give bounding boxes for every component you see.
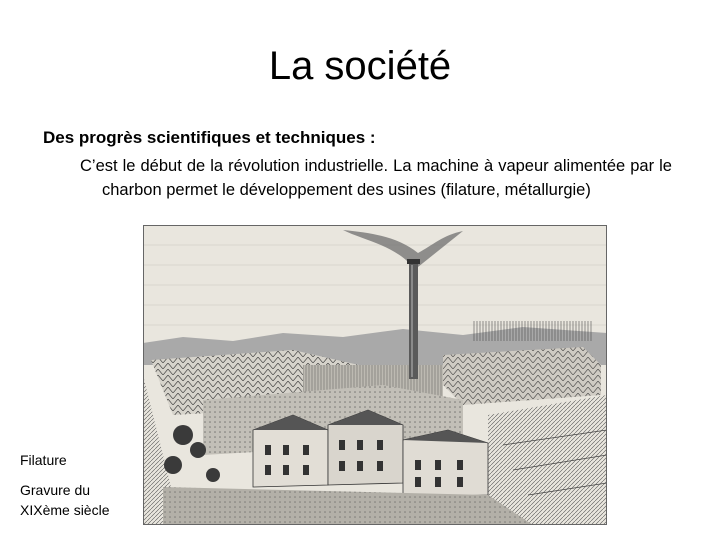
factory-engraving-image bbox=[143, 225, 607, 525]
section-subtitle: Des progrès scientifiques et techniques : bbox=[43, 128, 376, 147]
distant-buildings bbox=[473, 321, 593, 341]
image-caption-source: Gravure du XIXème siècle bbox=[20, 482, 110, 518]
body-paragraph: C’est le début de la révolution industrielle. La machine à vapeur alimentée par le charbon permet le développement des usines (filature, métallurgie) bbox=[80, 157, 672, 199]
tall-chimney bbox=[409, 261, 418, 379]
gardens-right bbox=[488, 395, 607, 525]
slide-title: La société bbox=[268, 44, 452, 88]
image-caption-label: Filature bbox=[20, 452, 67, 468]
